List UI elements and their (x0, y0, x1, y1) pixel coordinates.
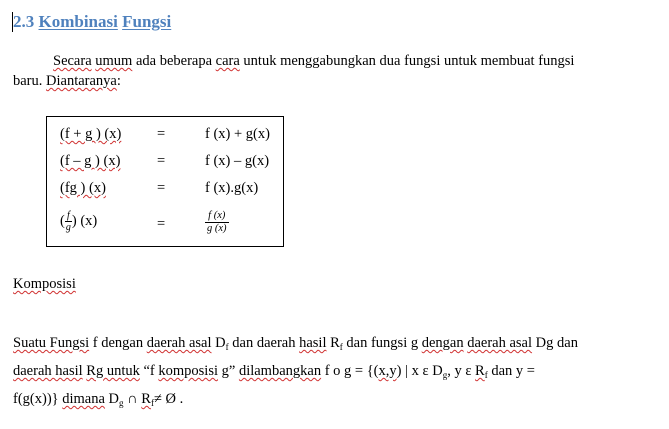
text-run: R (141, 391, 151, 407)
text-run: dan fungsi g (342, 335, 422, 351)
heading-word-kombinasi: Kombinasi (38, 12, 118, 31)
text-run: ∩ (123, 391, 142, 407)
text-run: g” (218, 363, 239, 379)
subscript: f (339, 342, 343, 352)
subscript: g (442, 370, 448, 380)
fraction-numerator: f (x) (205, 210, 229, 223)
text-run: daerah hasil (13, 363, 83, 379)
formula-lhs-tail: (x) (76, 212, 98, 229)
intro-paragraph (13, 51, 653, 91)
subscript: g (119, 398, 124, 408)
text-run: D (211, 335, 226, 351)
formula-lhs: ( $\frac{f}{g}$ ) (x) (60, 210, 98, 233)
formula-lhs: (fg ) (x) (60, 180, 106, 196)
text-run: hasil (299, 335, 327, 351)
intro-word: Diantaranya (46, 73, 117, 89)
text-run: ) | x ε D (396, 363, 443, 379)
paragraph-line (13, 385, 653, 413)
text-run: R (326, 335, 340, 351)
text-run: f dengan (89, 335, 147, 351)
text-run: “f (139, 363, 159, 379)
text-run: , y ε (447, 363, 476, 379)
text-run: Rg untuk (86, 363, 140, 379)
fraction-numerator: f (65, 210, 72, 222)
text-run: f(g(x))} (13, 391, 63, 407)
text-run: R (475, 363, 485, 379)
intro-text: ada beberapa (132, 53, 216, 69)
text-run: dan daerah (228, 335, 300, 351)
intro-text: untuk menggabungkan dua fungsi untuk membuat fungsi (239, 53, 575, 69)
formula-row-difference (47, 153, 283, 179)
text-run: komposisi (158, 363, 218, 379)
formula-lhs: (f + g ) (x) (60, 126, 122, 142)
intro-word: cara (215, 53, 240, 69)
subscript: f (484, 370, 488, 380)
text-run: daerah asal (146, 335, 212, 351)
rhs-fraction (205, 210, 229, 235)
equals-sign: = (157, 180, 166, 196)
text-run: Suatu Fungsi (13, 335, 90, 351)
equals-sign: = (157, 153, 166, 169)
section-heading (13, 12, 171, 32)
formula-rhs: f (x) + g(x) (205, 126, 270, 142)
text-run: dan y = (487, 363, 535, 379)
intro-word: Secara (53, 53, 92, 69)
text-run: dengan (421, 335, 464, 351)
subscript: f (225, 342, 229, 352)
paragraph-line (13, 357, 653, 385)
lhs-fraction (65, 210, 72, 233)
equals-sign: = (157, 216, 166, 232)
formula-row-sum (47, 126, 283, 152)
text-run: D (104, 391, 120, 407)
heading-number: 2.3 (13, 12, 35, 31)
subscript: f (150, 398, 154, 408)
intro-word: umum (95, 53, 133, 69)
formula-lhs: (f – g ) (x) (60, 153, 121, 169)
text-run: x,y (378, 363, 397, 379)
intro-text: baru. (13, 73, 47, 89)
formula-rhs: f (x) – g(x) (205, 153, 270, 169)
fraction-denominator: g (65, 222, 71, 233)
text-run: daerah asal (467, 335, 533, 351)
formula-row-product (47, 180, 283, 206)
equals-sign: = (157, 126, 166, 142)
heading-word-fungsi: Fungsi (122, 12, 172, 31)
intro-text: : (116, 73, 121, 89)
formula-table (46, 116, 284, 247)
text-run: f o g = {( (321, 363, 379, 379)
text-run: Dg dan (532, 335, 578, 351)
formula-row-quotient (47, 210, 283, 240)
section-title-komposisi: Komposisi (13, 276, 76, 292)
formula-rhs: f (x).g(x) (205, 180, 259, 196)
text-run: ≠ Ø . (153, 391, 184, 407)
composition-paragraph (13, 329, 653, 413)
text-run: dilambangkan (238, 363, 322, 379)
fraction-denominator: g (x) (207, 223, 227, 234)
paragraph-line (13, 329, 653, 357)
text-run: dimana (62, 391, 105, 407)
